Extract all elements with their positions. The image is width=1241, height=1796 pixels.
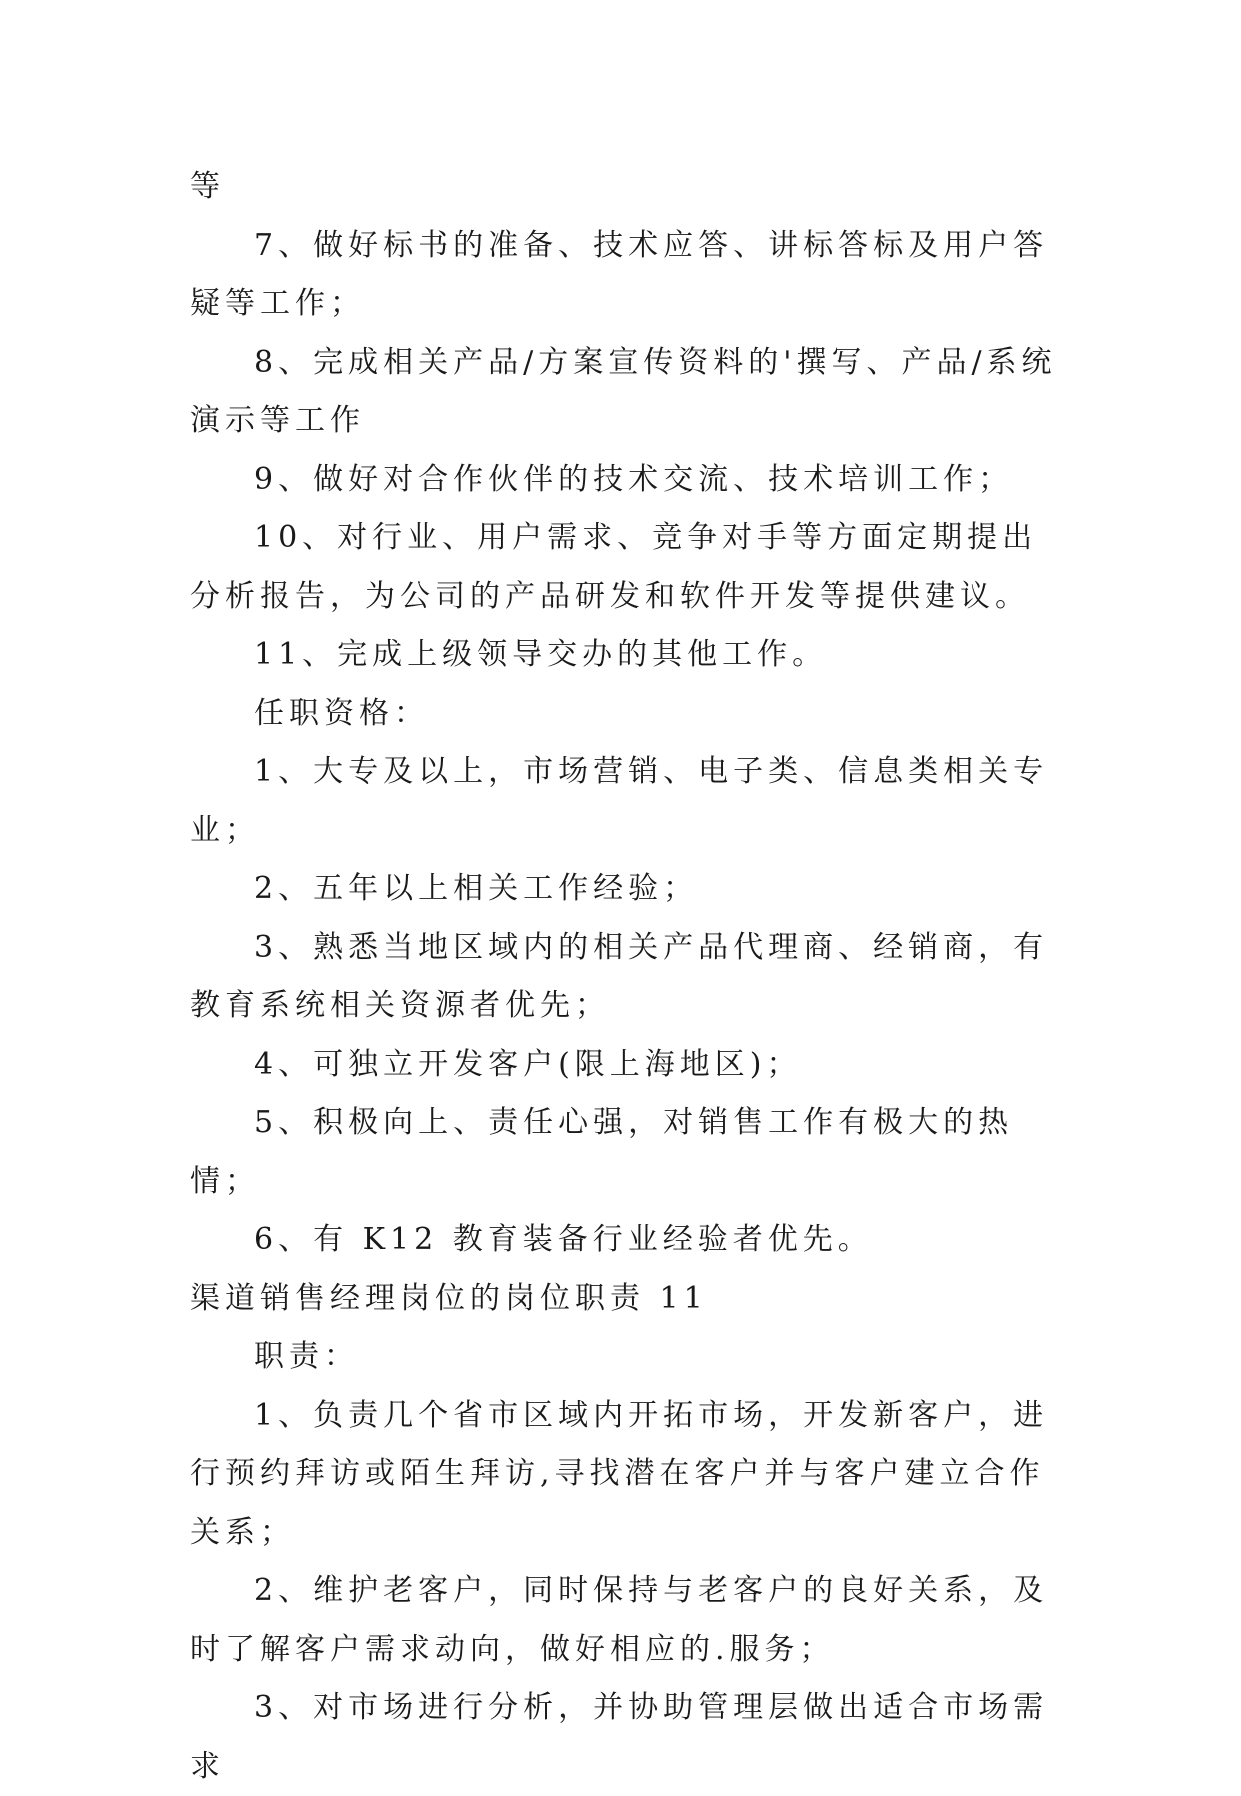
paragraph: 2、维护老客户，同时保持与老客户的良好关系，及时了解客户需求动向，做好相应的.服务； xyxy=(190,1573,1049,1667)
paragraph: 5、积极向上、责任心强，对销售工作有极大的热情； xyxy=(190,1105,1014,1199)
paragraph: 3、熟悉当地区域内的相关产品代理商、经销商，有教育系统相关资源者优先； xyxy=(190,929,1049,1023)
section-heading: 任职资格： xyxy=(254,695,429,731)
document-body xyxy=(190,158,1070,1796)
paragraph: 1、负责几个省市区域内开拓市场，开发新客户，进行预约拜访或陌生拜访,寻找潜在客户并与客户建立合作关系； xyxy=(190,1397,1049,1550)
paragraph: 8、完成相关产品/方案宣传资料的'撰写、产品/系统演示等工作 xyxy=(190,344,1057,438)
section-heading: 职责： xyxy=(254,1339,359,1374)
paragraph: 9、做好对合作伙伴的技术交流、技术培训工作； xyxy=(254,461,1014,497)
paragraph: 1、大专及以上，市场营销、电子类、信息类相关专业； xyxy=(190,754,1049,848)
paragraph: 2、五年以上相关工作经验； xyxy=(254,871,699,906)
document-title: 渠道销售经理岗位的岗位职责 11 xyxy=(190,1280,708,1316)
paragraph: 4、可独立开发客户(限上海地区)； xyxy=(254,1046,802,1082)
paragraph: 11、完成上级领导交办的其他工作。 xyxy=(254,637,828,672)
paragraph: 等 xyxy=(190,169,225,204)
paragraph: 10、对行业、用户需求、竞争对手等方面定期提出分析报告，为公司的产品研发和软件开发等提供建议。 xyxy=(190,520,1038,614)
paragraph: 3、对市场进行分析，并协助管理层做出适合市场需求 xyxy=(190,1690,1049,1784)
paragraph: 7、做好标书的准备、技术应答、讲标答标及用户答疑等工作； xyxy=(190,227,1049,321)
paragraph: 6、有 K12 教育装备行业经验者优先。 xyxy=(254,1222,873,1257)
